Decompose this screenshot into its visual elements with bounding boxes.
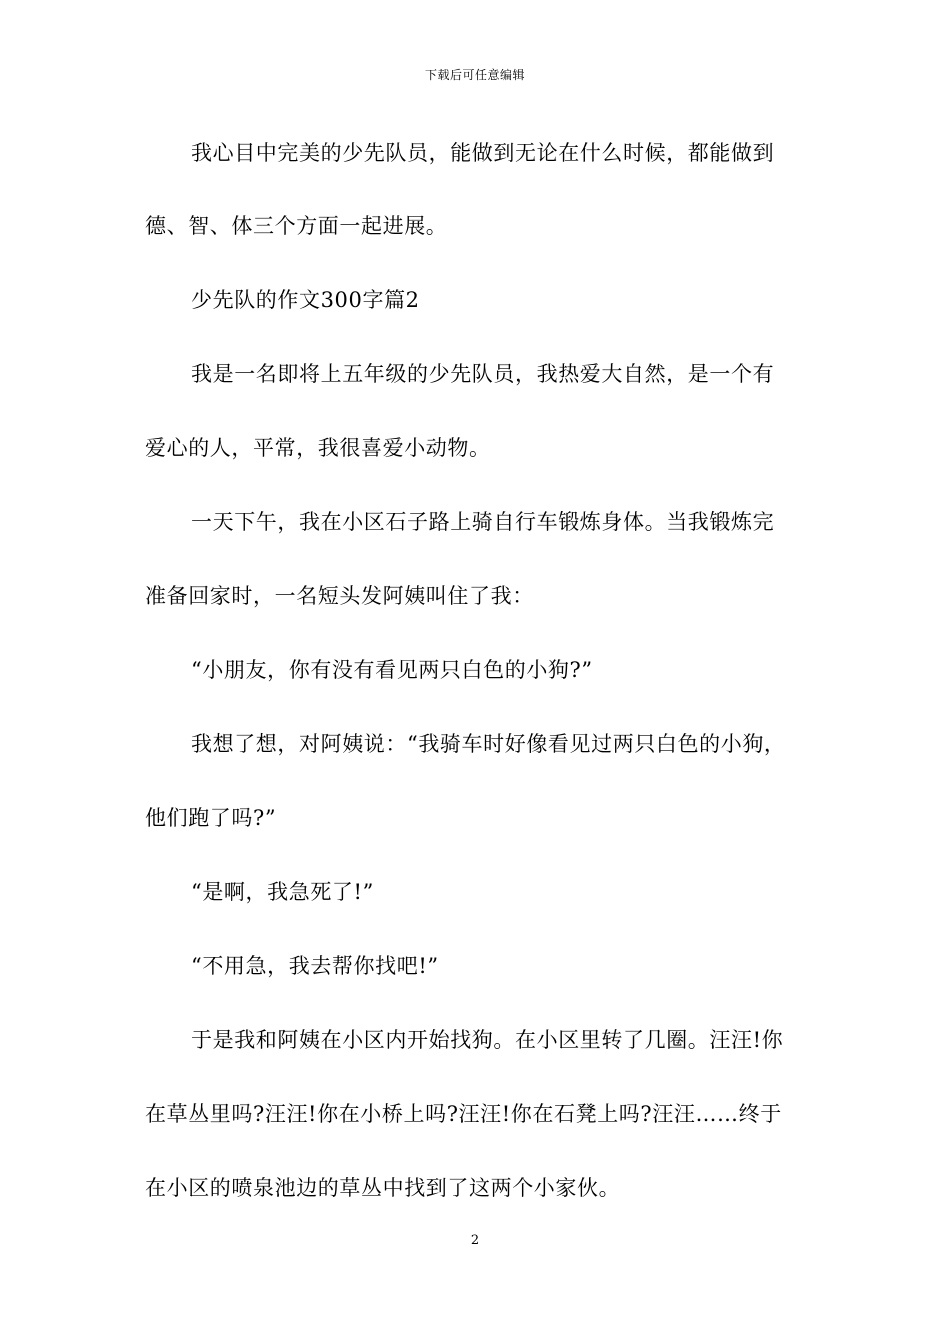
dialogue-line: “是啊，我急死了!” xyxy=(191,880,374,904)
paragraph-line: 我心目中完美的少先队员，能做到无论在什么时候，都能做到 xyxy=(191,141,775,165)
page-number: 2 xyxy=(470,1233,480,1248)
dialogue-line: “小朋友，你有没有看见两只白色的小狗?” xyxy=(191,658,593,682)
paragraph-line: 在小区的喷泉池边的草丛中找到了这两个小家伙。 xyxy=(145,1176,621,1200)
paragraph-line: 我想了想，对阿姨说：“我骑车时好像看见过两只白色的小狗， xyxy=(191,732,786,756)
paragraph-line: 我是一名即将上五年级的少先队员，我热爱大自然，是一个有 xyxy=(191,362,775,386)
header-note: 下载后可任意编辑 xyxy=(424,68,525,82)
paragraph-line: 在草丛里吗?汪汪!你在小桥上吗?汪汪!你在石凳上吗?汪汪……终于 xyxy=(145,1102,782,1126)
paragraph-line: 于是我和阿姨在小区内开始找狗。在小区里转了几圈。汪汪!你 xyxy=(191,1028,784,1052)
section-heading: 少先队的作文300字篇2 xyxy=(191,288,420,312)
paragraph-line: 准备回家时，一名短头发阿姨叫住了我： xyxy=(145,584,534,608)
dialogue-line: “不用急，我去帮你找吧!” xyxy=(191,954,439,978)
paragraph-line: 他们跑了吗?” xyxy=(145,806,277,830)
paragraph-line: 一天下午，我在小区石子路上骑自行车锻炼身体。当我锻炼完 xyxy=(191,510,775,534)
paragraph-line: 爱心的人，平常，我很喜爱小动物。 xyxy=(145,436,491,460)
paragraph-line: 德、智、体三个方面一起进展。 xyxy=(145,214,448,238)
